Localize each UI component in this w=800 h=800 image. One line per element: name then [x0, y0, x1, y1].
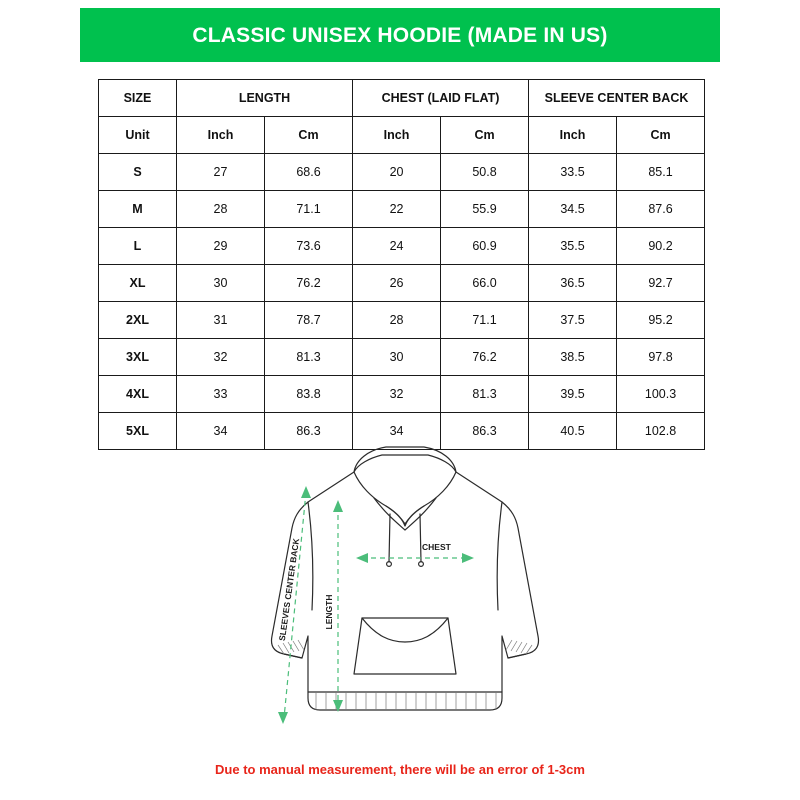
- unit-label: Unit: [99, 117, 177, 154]
- cell-size: 3XL: [99, 339, 177, 376]
- table-row: [99, 302, 705, 339]
- size-chart-table: [98, 79, 705, 450]
- unit-sleeve-inch: Inch: [529, 117, 617, 154]
- cell-sleeve-inch: 38.5: [529, 339, 617, 376]
- cell-chest-cm: 55.9: [441, 191, 529, 228]
- cell-length-inch: 29: [177, 228, 265, 265]
- size-chart-table-wrapper: [98, 79, 704, 450]
- cell-length-inch: 30: [177, 265, 265, 302]
- cell-chest-cm: 66.0: [441, 265, 529, 302]
- header-sleeve: SLEEVE CENTER BACK: [529, 80, 705, 117]
- cell-size: S: [99, 154, 177, 191]
- table-row: [99, 228, 705, 265]
- label-chest: CHEST: [422, 542, 451, 552]
- cell-chest-inch: 22: [353, 191, 441, 228]
- cell-sleeve-cm: 87.6: [617, 191, 705, 228]
- cell-chest-inch: 30: [353, 339, 441, 376]
- cell-length-inch: 33: [177, 376, 265, 413]
- table-row: [99, 265, 705, 302]
- cell-sleeve-cm: 100.3: [617, 376, 705, 413]
- unit-length-cm: Cm: [265, 117, 353, 154]
- table-row: [99, 339, 705, 376]
- cell-chest-inch: 20: [353, 154, 441, 191]
- cell-chest-inch: 34: [353, 413, 441, 450]
- cell-size: L: [99, 228, 177, 265]
- cell-sleeve-inch: 40.5: [529, 413, 617, 450]
- cell-sleeve-cm: 85.1: [617, 154, 705, 191]
- cell-length-cm: 71.1: [265, 191, 353, 228]
- cell-chest-inch: 32: [353, 376, 441, 413]
- cell-chest-inch: 28: [353, 302, 441, 339]
- cell-size: M: [99, 191, 177, 228]
- cell-sleeve-cm: 90.2: [617, 228, 705, 265]
- cell-length-cm: 83.8: [265, 376, 353, 413]
- cell-chest-cm: 50.8: [441, 154, 529, 191]
- cell-chest-cm: 71.1: [441, 302, 529, 339]
- unit-chest-inch: Inch: [353, 117, 441, 154]
- label-sleeves-center-back: SLEEVES CENTER BACK: [276, 537, 302, 642]
- cell-chest-cm: 86.3: [441, 413, 529, 450]
- cell-sleeve-cm: 102.8: [617, 413, 705, 450]
- cell-size: 5XL: [99, 413, 177, 450]
- cell-sleeve-inch: 37.5: [529, 302, 617, 339]
- cell-size: 2XL: [99, 302, 177, 339]
- cell-sleeve-cm: 92.7: [617, 265, 705, 302]
- cell-length-inch: 28: [177, 191, 265, 228]
- cell-length-cm: 86.3: [265, 413, 353, 450]
- cell-sleeve-inch: 36.5: [529, 265, 617, 302]
- page-title: CLASSIC UNISEX HOODIE (MADE IN US): [192, 23, 608, 47]
- cell-sleeve-inch: 39.5: [529, 376, 617, 413]
- cell-chest-inch: 26: [353, 265, 441, 302]
- cell-length-cm: 73.6: [265, 228, 353, 265]
- cell-length-cm: 81.3: [265, 339, 353, 376]
- label-length: LENGTH: [324, 594, 334, 630]
- cell-length-inch: 27: [177, 154, 265, 191]
- table-row: [99, 191, 705, 228]
- unit-length-inch: Inch: [177, 117, 265, 154]
- header-length: LENGTH: [177, 80, 353, 117]
- header-chest: CHEST (LAID FLAT): [353, 80, 529, 117]
- table-body: [99, 154, 705, 450]
- measurement-disclaimer: Due to manual measurement, there will be an error of 1-3cm: [215, 762, 585, 777]
- cell-size: XL: [99, 265, 177, 302]
- table-unit-row: [99, 117, 705, 154]
- cell-length-inch: 34: [177, 413, 265, 450]
- header-size: SIZE: [99, 80, 177, 117]
- cell-sleeve-inch: 35.5: [529, 228, 617, 265]
- hoodie-diagram: [250, 440, 560, 740]
- table-row: [99, 154, 705, 191]
- cell-length-inch: 31: [177, 302, 265, 339]
- cell-chest-cm: 81.3: [441, 376, 529, 413]
- cell-sleeve-cm: 97.8: [617, 339, 705, 376]
- cell-chest-inch: 24: [353, 228, 441, 265]
- cell-length-cm: 76.2: [265, 265, 353, 302]
- cell-length-cm: 68.6: [265, 154, 353, 191]
- header-banner: [80, 8, 720, 62]
- cell-size: 4XL: [99, 376, 177, 413]
- table-group-header-row: [99, 80, 705, 117]
- unit-sleeve-cm: Cm: [617, 117, 705, 154]
- cell-length-cm: 78.7: [265, 302, 353, 339]
- unit-chest-cm: Cm: [441, 117, 529, 154]
- table-row: [99, 376, 705, 413]
- cell-length-inch: 32: [177, 339, 265, 376]
- cell-sleeve-inch: 34.5: [529, 191, 617, 228]
- cell-chest-cm: 60.9: [441, 228, 529, 265]
- cell-sleeve-inch: 33.5: [529, 154, 617, 191]
- cell-sleeve-cm: 95.2: [617, 302, 705, 339]
- cell-chest-cm: 76.2: [441, 339, 529, 376]
